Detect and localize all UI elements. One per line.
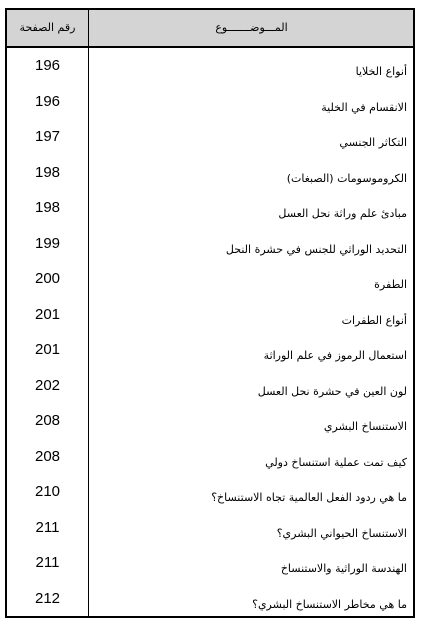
table-header <box>7 10 413 48</box>
topic-title: الهندسة الوراثية والاستنساخ <box>280 562 407 575</box>
page-number: 198 <box>34 199 61 216</box>
page-number: 208 <box>34 447 61 465</box>
table-row <box>7 403 413 439</box>
topic-title: التكاثر الجنسي <box>339 136 407 149</box>
page-number: 212 <box>34 589 61 607</box>
topic-title: الاستنساخ الحيواني البشري؟ <box>276 526 407 540</box>
page-number: 211 <box>35 554 60 571</box>
page-number: 208 <box>34 412 61 429</box>
topic-title: كيف تمت عملية استنساخ دولي <box>265 455 407 469</box>
topic-title: ما هي مخاطر الاستنساخ البشري؟ <box>252 597 407 611</box>
page-number: 201 <box>34 305 61 323</box>
table-row <box>7 190 413 226</box>
table-row <box>7 297 413 333</box>
topic-title: أنواع الخلايا <box>355 65 407 78</box>
topic-title: لون العين في حشرة نحل العسل <box>257 384 407 398</box>
table-row <box>7 474 413 510</box>
table-row <box>7 261 413 297</box>
table-row <box>7 119 413 155</box>
topic-title: الكروموسومات (الصبغات) <box>286 171 407 185</box>
page-number: 201 <box>34 341 61 358</box>
page-number: 197 <box>34 128 61 145</box>
table-row <box>7 84 413 120</box>
table-row <box>7 226 413 262</box>
page-number: 196 <box>34 92 61 110</box>
topic-title: الطفرة <box>374 278 407 291</box>
table-row <box>7 155 413 191</box>
page-number: 196 <box>34 57 61 74</box>
topic-title: الاستنساخ البشري <box>323 420 407 433</box>
topic-title: أنواع الطفرات <box>341 313 407 327</box>
table-row <box>7 545 413 581</box>
topic-column-header: المـــوضـــــــوع <box>215 21 288 34</box>
topic-title: ما هي ردود الفعل العالمية تجاه الاستنساخ؟ <box>211 491 407 504</box>
table-row <box>7 48 413 84</box>
page-number: 199 <box>34 234 61 252</box>
table-row <box>7 510 413 546</box>
table-row <box>7 368 413 404</box>
page-number: 210 <box>34 483 61 500</box>
page-number: 200 <box>34 270 61 287</box>
table-row <box>7 581 413 617</box>
table-row <box>7 439 413 475</box>
table-of-contents <box>5 8 415 618</box>
page-number-column-header: رقم الصفحة <box>19 21 76 34</box>
page-number: 202 <box>34 376 61 394</box>
topic-title: التحديد الوراثي للجنس في حشرة النحل <box>225 242 407 256</box>
table-body <box>7 48 413 616</box>
page-number: 211 <box>35 518 60 536</box>
table-row <box>7 332 413 368</box>
page-number: 198 <box>34 163 61 181</box>
topic-title: مبادئ علم وراثة نحل العسل <box>278 207 407 220</box>
topic-title: الانقسام في الخلية <box>321 100 407 114</box>
topic-title: استعمال الرموز في علم الوراثة <box>263 349 407 362</box>
